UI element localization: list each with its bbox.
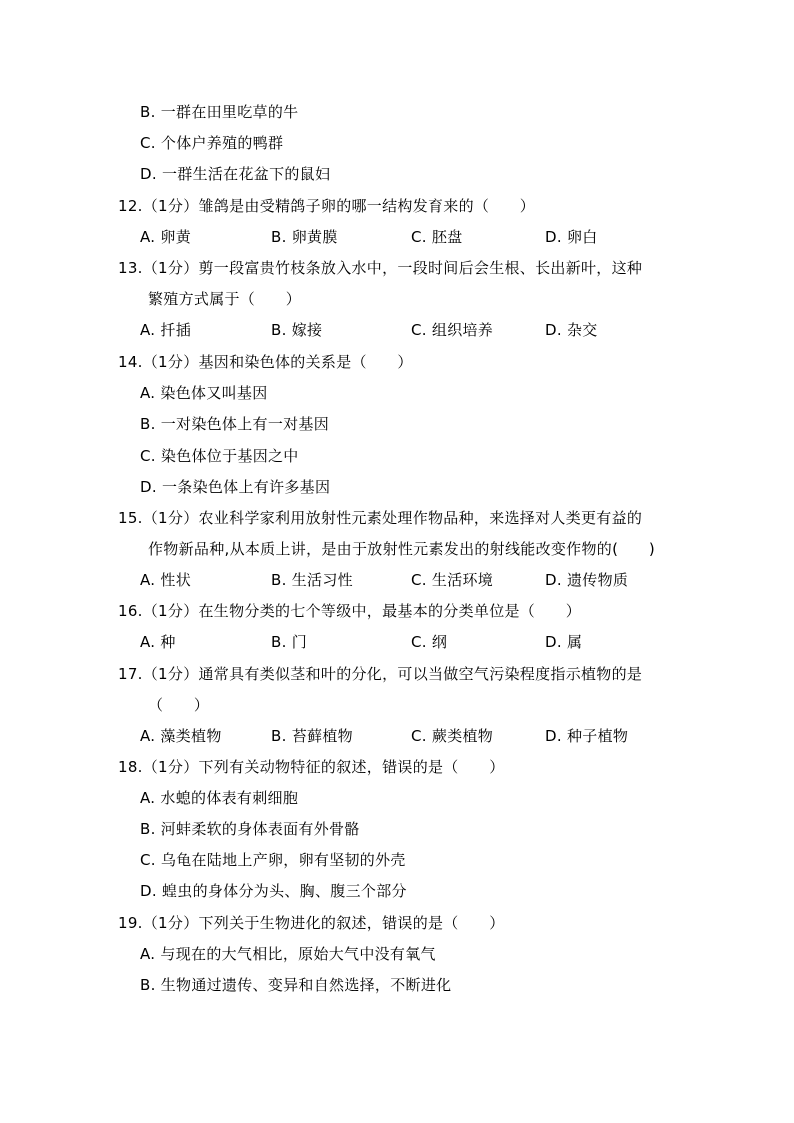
q18-option-a: A. 水螅的体表有刺细胞 xyxy=(140,789,299,807)
q17-option-b: B. 苔藓植物 xyxy=(271,727,353,745)
q14-option-b: B. 一对染色体上有一对基因 xyxy=(140,415,330,433)
question-13-continued: 繁殖方式属于（ ） xyxy=(148,290,302,308)
q11-option-d: D. 一群生活在花盆下的鼠妇 xyxy=(140,165,331,183)
q19-option-b: B. 生物通过遗传、变异和自然选择，不断进化 xyxy=(140,976,452,994)
question-14: 14.（1分）基因和染色体的关系是（ ） xyxy=(118,353,413,371)
question-18: 18.（1分）下列有关动物特征的叙述，错误的是（ ） xyxy=(118,758,505,776)
question-15-continued: 作物新品种,从本质上讲，是由于放射性元素发出的射线能改变作物的( ) xyxy=(148,540,655,558)
q13-option-d: D. 杂交 xyxy=(545,321,598,339)
q13-options xyxy=(140,320,700,340)
q11-option-c: C. 个体户养殖的鸭群 xyxy=(140,134,284,152)
q17-options xyxy=(140,726,700,746)
q18-option-d: D. 蝗虫的身体分为头、胸、腹三个部分 xyxy=(140,882,407,900)
q19-option-a: A. 与现在的大气相比，原始大气中没有氧气 xyxy=(140,945,436,963)
q15-option-c: C. 生活环境 xyxy=(411,571,494,589)
q12-options xyxy=(140,227,700,247)
q16-option-c: C. 纲 xyxy=(411,633,448,651)
q15-option-d: D. 遗传物质 xyxy=(545,571,629,589)
q13-option-c: C. 组织培养 xyxy=(411,321,494,339)
q15-option-b: B. 生活习性 xyxy=(271,571,353,589)
q14-option-d: D. 一条染色体上有许多基因 xyxy=(140,478,331,496)
q13-option-b: B. 嫁接 xyxy=(271,321,323,339)
question-15: 15.（1分）农业科学家利用放射性元素处理作物品种，来选择对人类更有益的 xyxy=(118,509,643,527)
question-19: 19.（1分）下列关于生物进化的叙述，错误的是（ ） xyxy=(118,914,505,932)
q12-option-b: B. 卵黄膜 xyxy=(271,228,338,246)
q12-option-c: C. 胚盘 xyxy=(411,228,463,246)
q15-options xyxy=(140,570,700,590)
q17-option-a: A. 藻类植物 xyxy=(140,727,222,745)
q15-option-a: A. 性状 xyxy=(140,571,192,589)
q16-option-b: B. 门 xyxy=(271,633,308,651)
question-17: 17.（1分）通常具有类似茎和叶的分化，可以当做空气污染程度指示植物的是 xyxy=(118,665,643,683)
q16-option-a: A. 种 xyxy=(140,633,176,651)
q16-options xyxy=(140,632,700,652)
q14-option-c: C. 染色体位于基因之中 xyxy=(140,447,299,465)
q14-option-a: A. 染色体又叫基因 xyxy=(140,384,268,402)
q13-option-a: A. 扦插 xyxy=(140,321,192,339)
q11-option-b: B. 一群在田里吃草的牛 xyxy=(140,103,299,121)
question-17-continued: （ ） xyxy=(148,696,210,714)
question-16: 16.（1分）在生物分类的七个等级中，最基本的分类单位是（ ） xyxy=(118,602,582,620)
q17-option-d: D. 种子植物 xyxy=(545,727,629,745)
question-12: 12.（1分）雏鸽是由受精鸽子卵的哪一结构发育来的（ ） xyxy=(118,197,536,215)
q18-option-b: B. 河蚌柔软的身体表面有外骨骼 xyxy=(140,820,360,838)
q18-option-c: C. 乌龟在陆地上产卵，卵有坚韧的外壳 xyxy=(140,851,406,869)
q17-option-c: C. 蕨类植物 xyxy=(411,727,494,745)
q12-option-a: A. 卵黄 xyxy=(140,228,192,246)
q12-option-d: D. 卵白 xyxy=(545,228,598,246)
question-13: 13.（1分）剪一段富贵竹枝条放入水中，一段时间后会生根、长出新叶，这种 xyxy=(118,259,643,277)
q16-option-d: D. 属 xyxy=(545,633,583,651)
